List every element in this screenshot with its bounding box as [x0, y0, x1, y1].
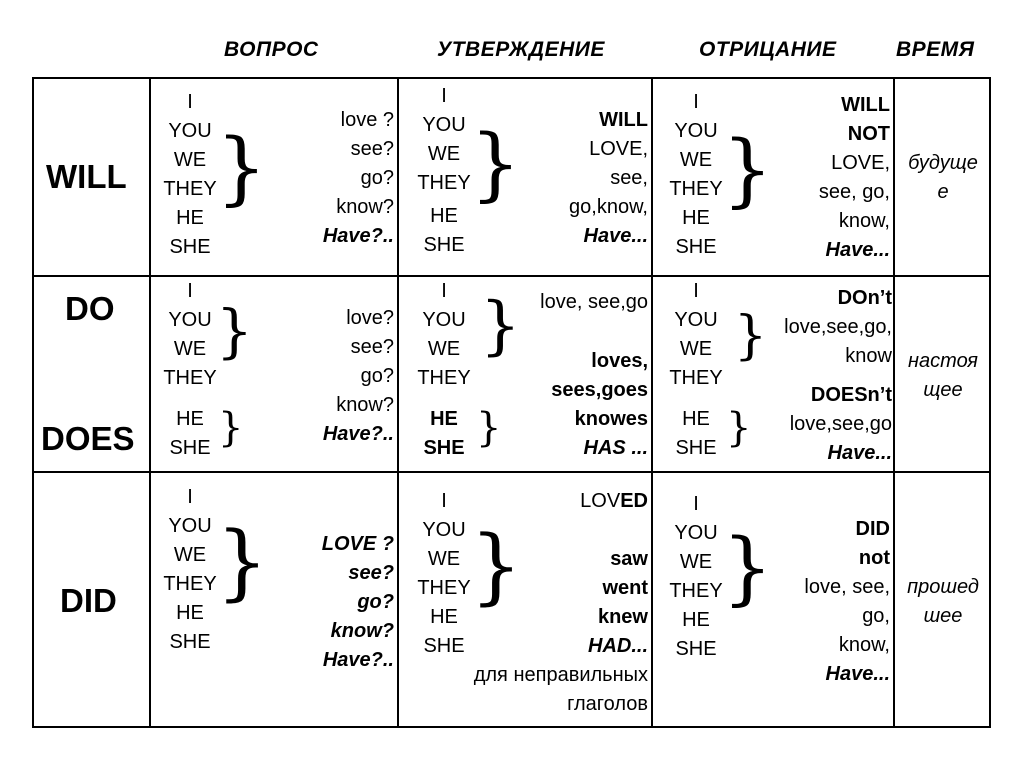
pronoun: I: [441, 85, 447, 107]
verb-form: see?: [350, 138, 394, 160]
tense-past: [893, 573, 993, 631]
brace-icon: }: [480, 289, 521, 363]
pronoun: SHE: [423, 635, 465, 657]
header-question: ВОПРОС: [224, 38, 319, 61]
pronoun: WE: [173, 338, 207, 360]
verb-form: know?: [330, 620, 394, 642]
pronoun: THEY: [417, 367, 471, 389]
do-negative-singular-forms: [760, 381, 892, 468]
pronoun: THEY: [417, 577, 471, 599]
do-affirmative-singular-forms: [510, 347, 648, 463]
column-divider: [651, 79, 653, 726]
did-irregular-note: [420, 661, 648, 719]
verb-form: Have?..: [322, 423, 394, 445]
column-divider: [149, 79, 151, 726]
note-text: для неправильных: [473, 664, 648, 686]
pronoun: WE: [427, 143, 461, 165]
verb-form: knowes: [574, 408, 648, 430]
verb-form: DOn’t: [837, 287, 892, 309]
pronoun: SHE: [675, 437, 717, 459]
did-affirmative-forms: [510, 487, 648, 661]
pronoun: WE: [427, 338, 461, 360]
did-affirmative-pronouns: [410, 487, 478, 661]
pronoun: SHE: [169, 437, 211, 459]
verb-form: go?: [357, 591, 394, 613]
row-divider: [34, 471, 989, 473]
verb-form: Have?..: [322, 649, 394, 671]
tense-future: [893, 149, 993, 207]
pronoun: YOU: [422, 309, 466, 331]
verb-form: WILL: [599, 109, 648, 131]
verb-form: HAS ...: [583, 437, 648, 459]
pronoun: WE: [173, 544, 207, 566]
pronoun: HE: [682, 408, 710, 430]
did-negative-forms: [780, 515, 890, 689]
verb-will: WILL: [46, 158, 127, 195]
pronoun: HE: [176, 408, 204, 430]
brace-icon: }: [722, 521, 773, 614]
pronoun: I: [693, 280, 699, 302]
verb-form: HAD...: [588, 635, 648, 657]
pronoun: I: [693, 493, 699, 515]
verb-form: love, see,: [804, 576, 890, 598]
pronoun: WE: [427, 548, 461, 570]
pronoun: HE: [176, 207, 204, 229]
pronoun: HE: [682, 609, 710, 631]
tense-text: будуще: [908, 152, 978, 174]
brace-icon: }: [470, 519, 523, 614]
brace-icon: }: [216, 515, 269, 610]
tense-text: прошед: [907, 576, 979, 598]
verb-form: DID: [855, 518, 890, 540]
verb-form: go,know,: [569, 196, 648, 218]
header-tense: ВРЕМЯ: [896, 38, 975, 61]
pronoun: YOU: [674, 120, 718, 142]
verb-form: go,: [862, 605, 890, 627]
pronoun: THEY: [163, 573, 217, 595]
pronoun: THEY: [669, 178, 723, 200]
verb-form: knew: [597, 606, 648, 628]
pronoun: I: [187, 91, 193, 113]
do-question-pronouns-plural: [156, 277, 224, 393]
verb-form: WILL: [841, 94, 890, 116]
pronoun: SHE: [169, 236, 211, 258]
pronoun: I: [693, 91, 699, 113]
spacer: [510, 516, 648, 545]
brace-icon: }: [470, 117, 521, 210]
do-question-forms: [290, 304, 394, 449]
do-affirmative-plural-form: [510, 288, 648, 317]
pronoun: YOU: [674, 522, 718, 544]
pronoun: SHE: [423, 437, 465, 459]
verb-form: go?: [360, 365, 394, 387]
verb-form: love ?: [340, 109, 394, 131]
pronoun: WE: [679, 338, 713, 360]
verb-form: go?: [360, 167, 394, 189]
will-negative-pronouns: [662, 88, 730, 262]
verb-form-stem: LOV: [580, 490, 621, 512]
will-affirmative-pronouns: [410, 82, 478, 260]
do-negative-pronouns-plural: [662, 277, 730, 393]
verb-form: know,: [838, 634, 890, 656]
verb-form-ending: ED: [620, 490, 648, 512]
tense-text: настоя: [908, 350, 978, 372]
brace-icon: }: [216, 121, 267, 214]
header-affirmative: УТВЕРЖДЕНИЕ: [437, 38, 605, 61]
verb-form: love?: [346, 307, 394, 329]
will-question-pronouns: [156, 88, 224, 262]
pronoun: SHE: [169, 631, 211, 653]
pronoun: HE: [176, 602, 204, 624]
verb-form: love, see,go: [540, 291, 648, 313]
pronoun: YOU: [168, 309, 212, 331]
verb-did: DID: [60, 582, 117, 619]
pronoun: HE: [682, 207, 710, 229]
brace-icon: }: [726, 405, 752, 451]
tense-present: [893, 347, 993, 405]
verb-form: LOVE,: [831, 152, 890, 174]
pronoun: I: [441, 490, 447, 512]
brace-icon: }: [722, 123, 773, 216]
verb-form: know,: [838, 210, 890, 232]
verb-form: DOESn’t: [810, 384, 892, 406]
note-text: глаголов: [567, 693, 648, 715]
verb-form: see?: [348, 562, 394, 584]
do-negative-pronouns-singular: [664, 405, 728, 463]
pronoun: YOU: [168, 515, 212, 537]
verb-form: love,see,go,: [784, 316, 892, 338]
brace-icon: }: [216, 297, 253, 365]
verb-form: see, go,: [818, 181, 890, 203]
pronoun: THEY: [163, 178, 217, 200]
pronoun: HE: [430, 205, 458, 227]
pronoun: HE: [430, 606, 458, 628]
pronoun: THEY: [417, 172, 471, 194]
pronoun: I: [187, 486, 193, 508]
verb-form-loved: [510, 487, 648, 516]
pronoun: WE: [679, 551, 713, 573]
brace-icon: }: [734, 306, 768, 366]
did-question-forms: [290, 530, 394, 675]
verb-form: Have...: [583, 225, 648, 247]
did-negative-pronouns: [662, 490, 730, 664]
verb-form: Have?..: [322, 225, 394, 247]
will-negative-forms: [790, 91, 890, 265]
pronoun: SHE: [675, 638, 717, 660]
do-negative-plural-forms: [760, 284, 892, 371]
pronoun: I: [187, 280, 193, 302]
verb-form: Have...: [825, 239, 890, 261]
pronoun: THEY: [669, 367, 723, 389]
do-question-pronouns-singular: [158, 405, 222, 463]
verb-form: know?: [336, 394, 394, 416]
verb-form: saw: [610, 548, 648, 570]
pronoun: I: [441, 280, 447, 302]
verb-does: DOES: [41, 420, 135, 457]
pronoun: THEY: [669, 580, 723, 602]
verb-form: loves,: [591, 350, 648, 372]
pronoun: YOU: [168, 120, 212, 142]
pronoun: WE: [679, 149, 713, 171]
verb-form: know?: [336, 196, 394, 218]
verb-form: see?: [350, 336, 394, 358]
do-affirmative-pronouns-plural: [410, 277, 478, 393]
pronoun: YOU: [422, 114, 466, 136]
verb-form: LOVE ?: [321, 533, 394, 555]
pronoun: YOU: [422, 519, 466, 541]
pronoun: YOU: [674, 309, 718, 331]
column-divider: [397, 79, 399, 726]
brace-icon: }: [218, 405, 244, 451]
verb-form: not: [858, 547, 890, 569]
pronoun: THEY: [163, 367, 217, 389]
brace-icon: }: [476, 405, 502, 451]
verb-form: Have...: [827, 442, 892, 464]
tense-text: щее: [923, 379, 963, 401]
do-affirmative-pronouns-singular: [412, 405, 476, 463]
verb-do: DO: [65, 290, 115, 327]
pronoun: SHE: [675, 236, 717, 258]
will-question-forms: [280, 106, 394, 251]
verb-form: sees,goes: [551, 379, 648, 401]
did-question-pronouns: [156, 483, 224, 657]
will-affirmative-forms: [530, 106, 648, 251]
verb-form: love,see,go: [789, 413, 892, 435]
verb-form: NOT: [847, 123, 890, 145]
pronoun: WE: [173, 149, 207, 171]
verb-form: went: [602, 577, 648, 599]
verb-form: see,: [610, 167, 648, 189]
pronoun: SHE: [423, 234, 465, 256]
verb-form: Have...: [825, 663, 890, 685]
tense-text: шее: [923, 605, 963, 627]
verb-form: LOVE,: [589, 138, 648, 160]
pronoun: HE: [430, 408, 458, 430]
tense-text: е: [937, 181, 949, 203]
verb-form: know: [845, 345, 892, 367]
header-negative: ОТРИЦАНИЕ: [699, 38, 837, 61]
